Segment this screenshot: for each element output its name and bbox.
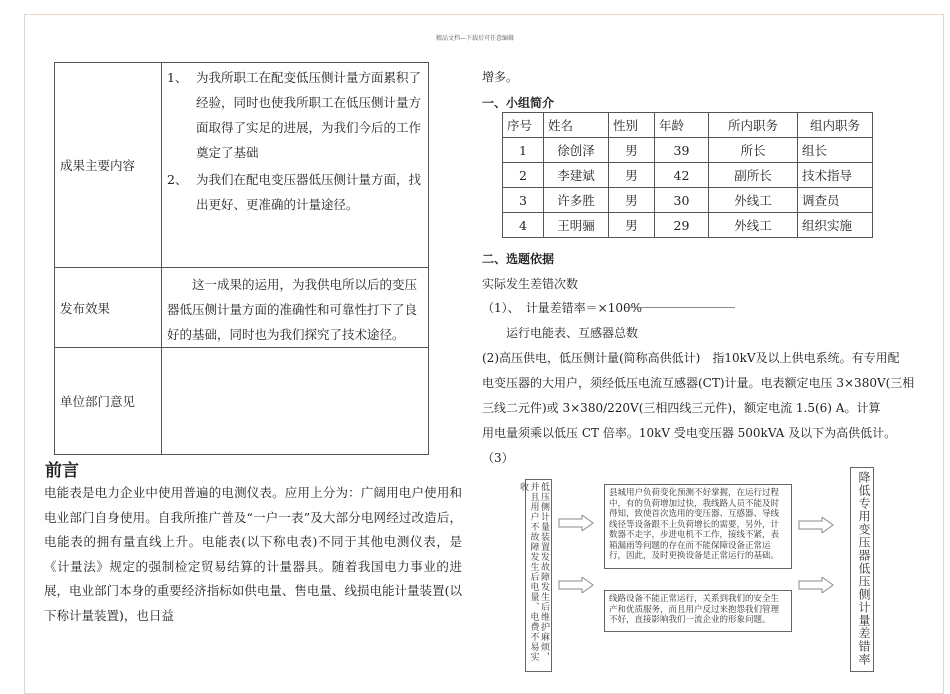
formula-denominator: 运行电能表、互感器总数 [506, 326, 639, 340]
cell: 男 [609, 188, 655, 213]
cell: 42 [655, 163, 709, 188]
publish-content [162, 268, 429, 348]
cell: 调查员 [798, 188, 873, 213]
cell: 2 [503, 163, 544, 188]
body-line: 三线二元件)或 3×380/220V(三相四线三元件)，额定电流 1.5(6) A。计算 [482, 401, 881, 415]
cell: 技术指导 [798, 163, 873, 188]
section-heading-basis: 二、选题依据 [482, 252, 555, 266]
body-line: 电变压器的大用户，须经低压电流互感器(CT)计量。电表额定电压 3×380V(三相 [482, 376, 915, 390]
cell: 39 [655, 138, 709, 163]
achievement-item-1 [162, 63, 428, 165]
item-3-label: （3） [482, 451, 514, 465]
publish-label: 发布效果 [55, 268, 162, 348]
preface-text: 电能表是电力企业中使用普遍的电测仪表。应用上分为：广阔用电户使用和电业部门自身使用。自我所推广普及“一户一表”及大部分电网经过改造后，电能表的拥有量直线上升。电能表(以下称电表)不同于其他电测仪表，是《计量法》规定的强制检定贸易结算的计量器具。随着我国电力事业的进展，电业部门本身的重要经济指标如供电量、售电量、线损电能计量装置(以下称计量装置)，也日益 [44, 485, 462, 623]
table-row [503, 213, 873, 238]
achievement-row [55, 63, 429, 268]
cell: 1 [503, 138, 544, 163]
dept-label: 单位部门意见 [55, 348, 162, 455]
cell: 4 [503, 213, 544, 238]
arrow-right-icon [798, 577, 834, 593]
col-header: 所内职务 [709, 113, 798, 138]
flow-analysis-box: 县城用户负荷变化预测不好掌握，在运行过程中，有的负荷增加过快，我线路人员不能及时得知，致使首次选用的变压器、互感器、导线线径等设备跟不上负荷增长的需要，另外，计数器不走字，步进电机不工作，接线不紧，表箱漏雨等问题的存在而不能保障设备正常运行，因此，及时更换设备是正常运行的基础。 [604, 484, 792, 569]
cell: 男 [609, 138, 655, 163]
cell: 男 [609, 163, 655, 188]
table-row [503, 188, 873, 213]
arrow-right-icon [558, 515, 594, 531]
cell: 副所长 [709, 163, 798, 188]
item-number: 1、 [167, 70, 188, 85]
item-text: 为我们在配电变压器低压侧计量方面，找出更好、更准确的计量途径。 [196, 172, 422, 212]
flow-impact-box: 线路设备不能正常运行，关系到我们的安全生产和优质服务，而且用户反过来抱怨我们管理不好，直接影响我们一流企业的形象问题。 [604, 590, 792, 632]
preface-title: 前言 [45, 461, 79, 481]
item-number: 2、 [167, 172, 188, 187]
cell: 李建斌 [544, 163, 609, 188]
cell: 许多胜 [544, 188, 609, 213]
achievement-item-2 [162, 165, 428, 217]
cell: 外线工 [709, 188, 798, 213]
fraction-bar [625, 307, 735, 308]
section-heading-team: 一、小组简介 [482, 96, 555, 110]
cell: 组长 [798, 138, 873, 163]
cell: 徐创泽 [544, 138, 609, 163]
flow-goal-box: 降低专用变压器低压侧计量差错率 [850, 467, 874, 672]
table-row [503, 138, 873, 163]
achievement-content [162, 63, 429, 268]
cell: 男 [609, 213, 655, 238]
arrow-right-icon [798, 517, 834, 533]
col-header: 序号 [503, 113, 544, 138]
cell: 外线工 [709, 213, 798, 238]
formula-numerator: 实际发生差错次数 [482, 277, 579, 291]
formula-line: （1）、 计量差错率＝×100% [482, 301, 642, 315]
table-header-row [503, 113, 873, 138]
col-header: 年龄 [655, 113, 709, 138]
flow-cause-box: 低压侧计量装置发故障发生后维护麻烦，并且用户不故障发生后电量、电费不易实收 [525, 479, 552, 672]
header-note: 精品文档---下载后可任意编辑 [435, 35, 515, 42]
table-row [503, 163, 873, 188]
col-header: 组内职务 [798, 113, 873, 138]
cell: 所长 [709, 138, 798, 163]
team-members-table [502, 112, 873, 238]
cell: 王明骊 [544, 213, 609, 238]
arrow-right-icon [558, 577, 594, 593]
continuation-text: 增多。 [482, 70, 519, 84]
body-line: 用电量须乘以低压 CT 倍率。10kV 受电变压器 500kVA 及以下为高供低计。 [482, 426, 897, 440]
publish-text: 这一成果的运用，为我供电所以后的变压器低压侧计量方面的准确性和可靠性打下了良好的基础，同时也为我们探究了技术途径。 [167, 277, 418, 342]
achievement-form-table [54, 62, 429, 455]
col-header: 姓名 [544, 113, 609, 138]
achievement-label: 成果主要内容 [55, 63, 162, 268]
dept-row [55, 348, 429, 455]
item-text: 为我所职工在配变低压侧计量方面累积了经验，同时也使我所职工在低压侧计量方面取得了实足的进展，为我们今后的工作奠定了基础 [196, 70, 422, 160]
dept-content [162, 348, 429, 455]
publish-row [55, 268, 429, 348]
cell: 29 [655, 213, 709, 238]
cell: 3 [503, 188, 544, 213]
cell: 组织实施 [798, 213, 873, 238]
col-header: 性别 [609, 113, 655, 138]
cell: 30 [655, 188, 709, 213]
body-line: (2)高压供电，低压侧计量(简称高供低计) 指10kV及以上供电系统。有专用配 [482, 351, 900, 365]
